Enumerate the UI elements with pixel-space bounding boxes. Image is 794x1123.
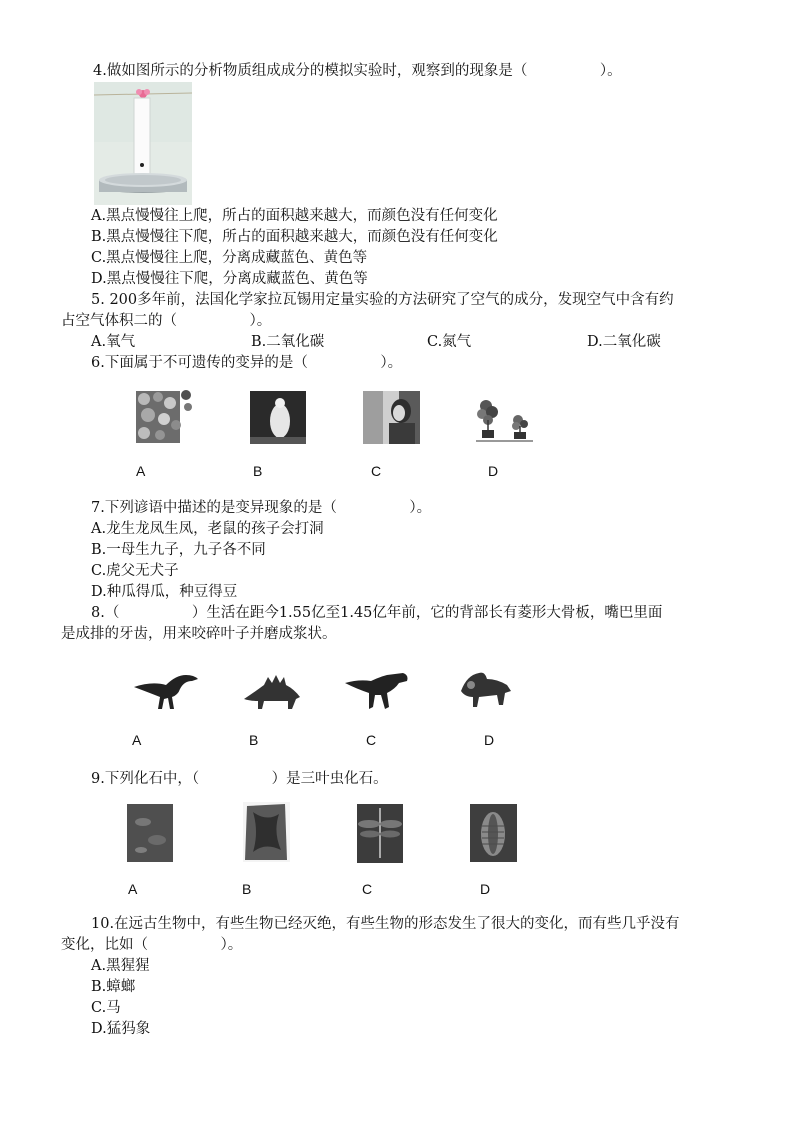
q8-dinosaur-a bbox=[132, 667, 202, 711]
q10-stem-line1: 10.在远古生物中，有些生物已经灭绝，有些生物的形态发生了很大的变化，而有些几乎没有 bbox=[91, 916, 680, 932]
q6-image-d bbox=[476, 396, 533, 444]
q7-option-a: A.龙生龙凤生凤，老鼠的孩子会打洞 bbox=[91, 521, 324, 537]
q8-dinosaur-b bbox=[242, 669, 304, 711]
q10-stem-line2: 变化，比如（ ）。 bbox=[61, 937, 243, 953]
q4-option-b: B.黑点慢慢往下爬，所占的面积越来越大，而颜色没有任何变化 bbox=[91, 229, 498, 245]
q5-option-d: D.二氧化碳 bbox=[587, 334, 661, 350]
q4-option-d: D.黑点慢慢往下爬，分离成藏蓝色、黄色等 bbox=[91, 271, 368, 287]
q10-option-d: D.猛犸象 bbox=[91, 1021, 151, 1037]
q6-stem: 6.下面属于不可遗传的变异的是（ ）。 bbox=[91, 355, 403, 371]
q7-stem: 7.下列谚语中描述的是变异现象的是（ ）。 bbox=[91, 500, 432, 516]
q8-stem-line2: 是成排的牙齿，用来咬碎叶子并磨成浆状。 bbox=[61, 626, 337, 642]
q8-dinosaur-c bbox=[343, 667, 411, 711]
q8-label-c: C bbox=[366, 732, 377, 748]
q4-option-c: C.黑点慢慢往上爬，分离成藏蓝色、黄色等 bbox=[91, 250, 368, 266]
q9-fossil-b bbox=[243, 802, 290, 862]
q9-fossil-c bbox=[357, 804, 403, 863]
q8-stem-line1: 8.（ ）生活在距今1.55亿至1.45亿年前，它的背部长有菱形大骨板，嘴巴里面 bbox=[91, 605, 663, 621]
q10-option-b: B.蟑螂 bbox=[91, 979, 136, 995]
q6-label-a: A bbox=[136, 463, 146, 479]
q5-option-c: C.氮气 bbox=[427, 334, 472, 350]
q4-option-a: A.黑点慢慢往上爬，所占的面积越来越大，而颜色没有任何变化 bbox=[91, 208, 498, 224]
q9-fossil-d bbox=[470, 804, 517, 862]
q6-label-b: B bbox=[253, 463, 263, 479]
q8-label-a: A bbox=[132, 732, 142, 748]
q8-label-b: B bbox=[249, 732, 259, 748]
q4-stem: 4.做如图所示的分析物质组成成分的模拟实验时，观察到的现象是（ ）。 bbox=[93, 63, 622, 79]
q5-option-b: B.二氧化碳 bbox=[251, 334, 325, 350]
q6-label-c: C bbox=[371, 463, 382, 479]
q9-label-b: B bbox=[242, 881, 252, 897]
q6-image-b bbox=[250, 391, 306, 444]
q10-option-c: C.马 bbox=[91, 1000, 121, 1016]
q9-label-a: A bbox=[128, 881, 138, 897]
q5-option-a: A.氧气 bbox=[91, 334, 136, 350]
q7-option-c: C.虎父无犬子 bbox=[91, 563, 179, 579]
q10-option-a: A.黑猩猩 bbox=[91, 958, 150, 974]
q5-stem-line2: 占空气体积二的（ ）。 bbox=[61, 313, 272, 329]
q6-image-a bbox=[136, 387, 193, 443]
q8-dinosaur-d bbox=[457, 667, 513, 711]
q6-image-c bbox=[363, 391, 420, 444]
q7-option-d: D.种瓜得瓜，种豆得豆 bbox=[91, 584, 238, 600]
chromatography-experiment-image bbox=[94, 82, 192, 205]
q7-option-b: B.一母生九子，九子各不同 bbox=[91, 542, 266, 558]
q8-label-d: D bbox=[484, 732, 495, 748]
q9-label-c: C bbox=[362, 881, 373, 897]
q5-stem-line1: 5. 200多年前，法国化学家拉瓦锡用定量实验的方法研究了空气的成分，发现空气中含有约 bbox=[91, 292, 674, 308]
q9-label-d: D bbox=[480, 881, 491, 897]
q9-stem: 9.下列化石中，（ ）是三叶虫化石。 bbox=[91, 771, 388, 787]
q6-label-d: D bbox=[488, 463, 499, 479]
q9-fossil-a bbox=[127, 804, 173, 862]
